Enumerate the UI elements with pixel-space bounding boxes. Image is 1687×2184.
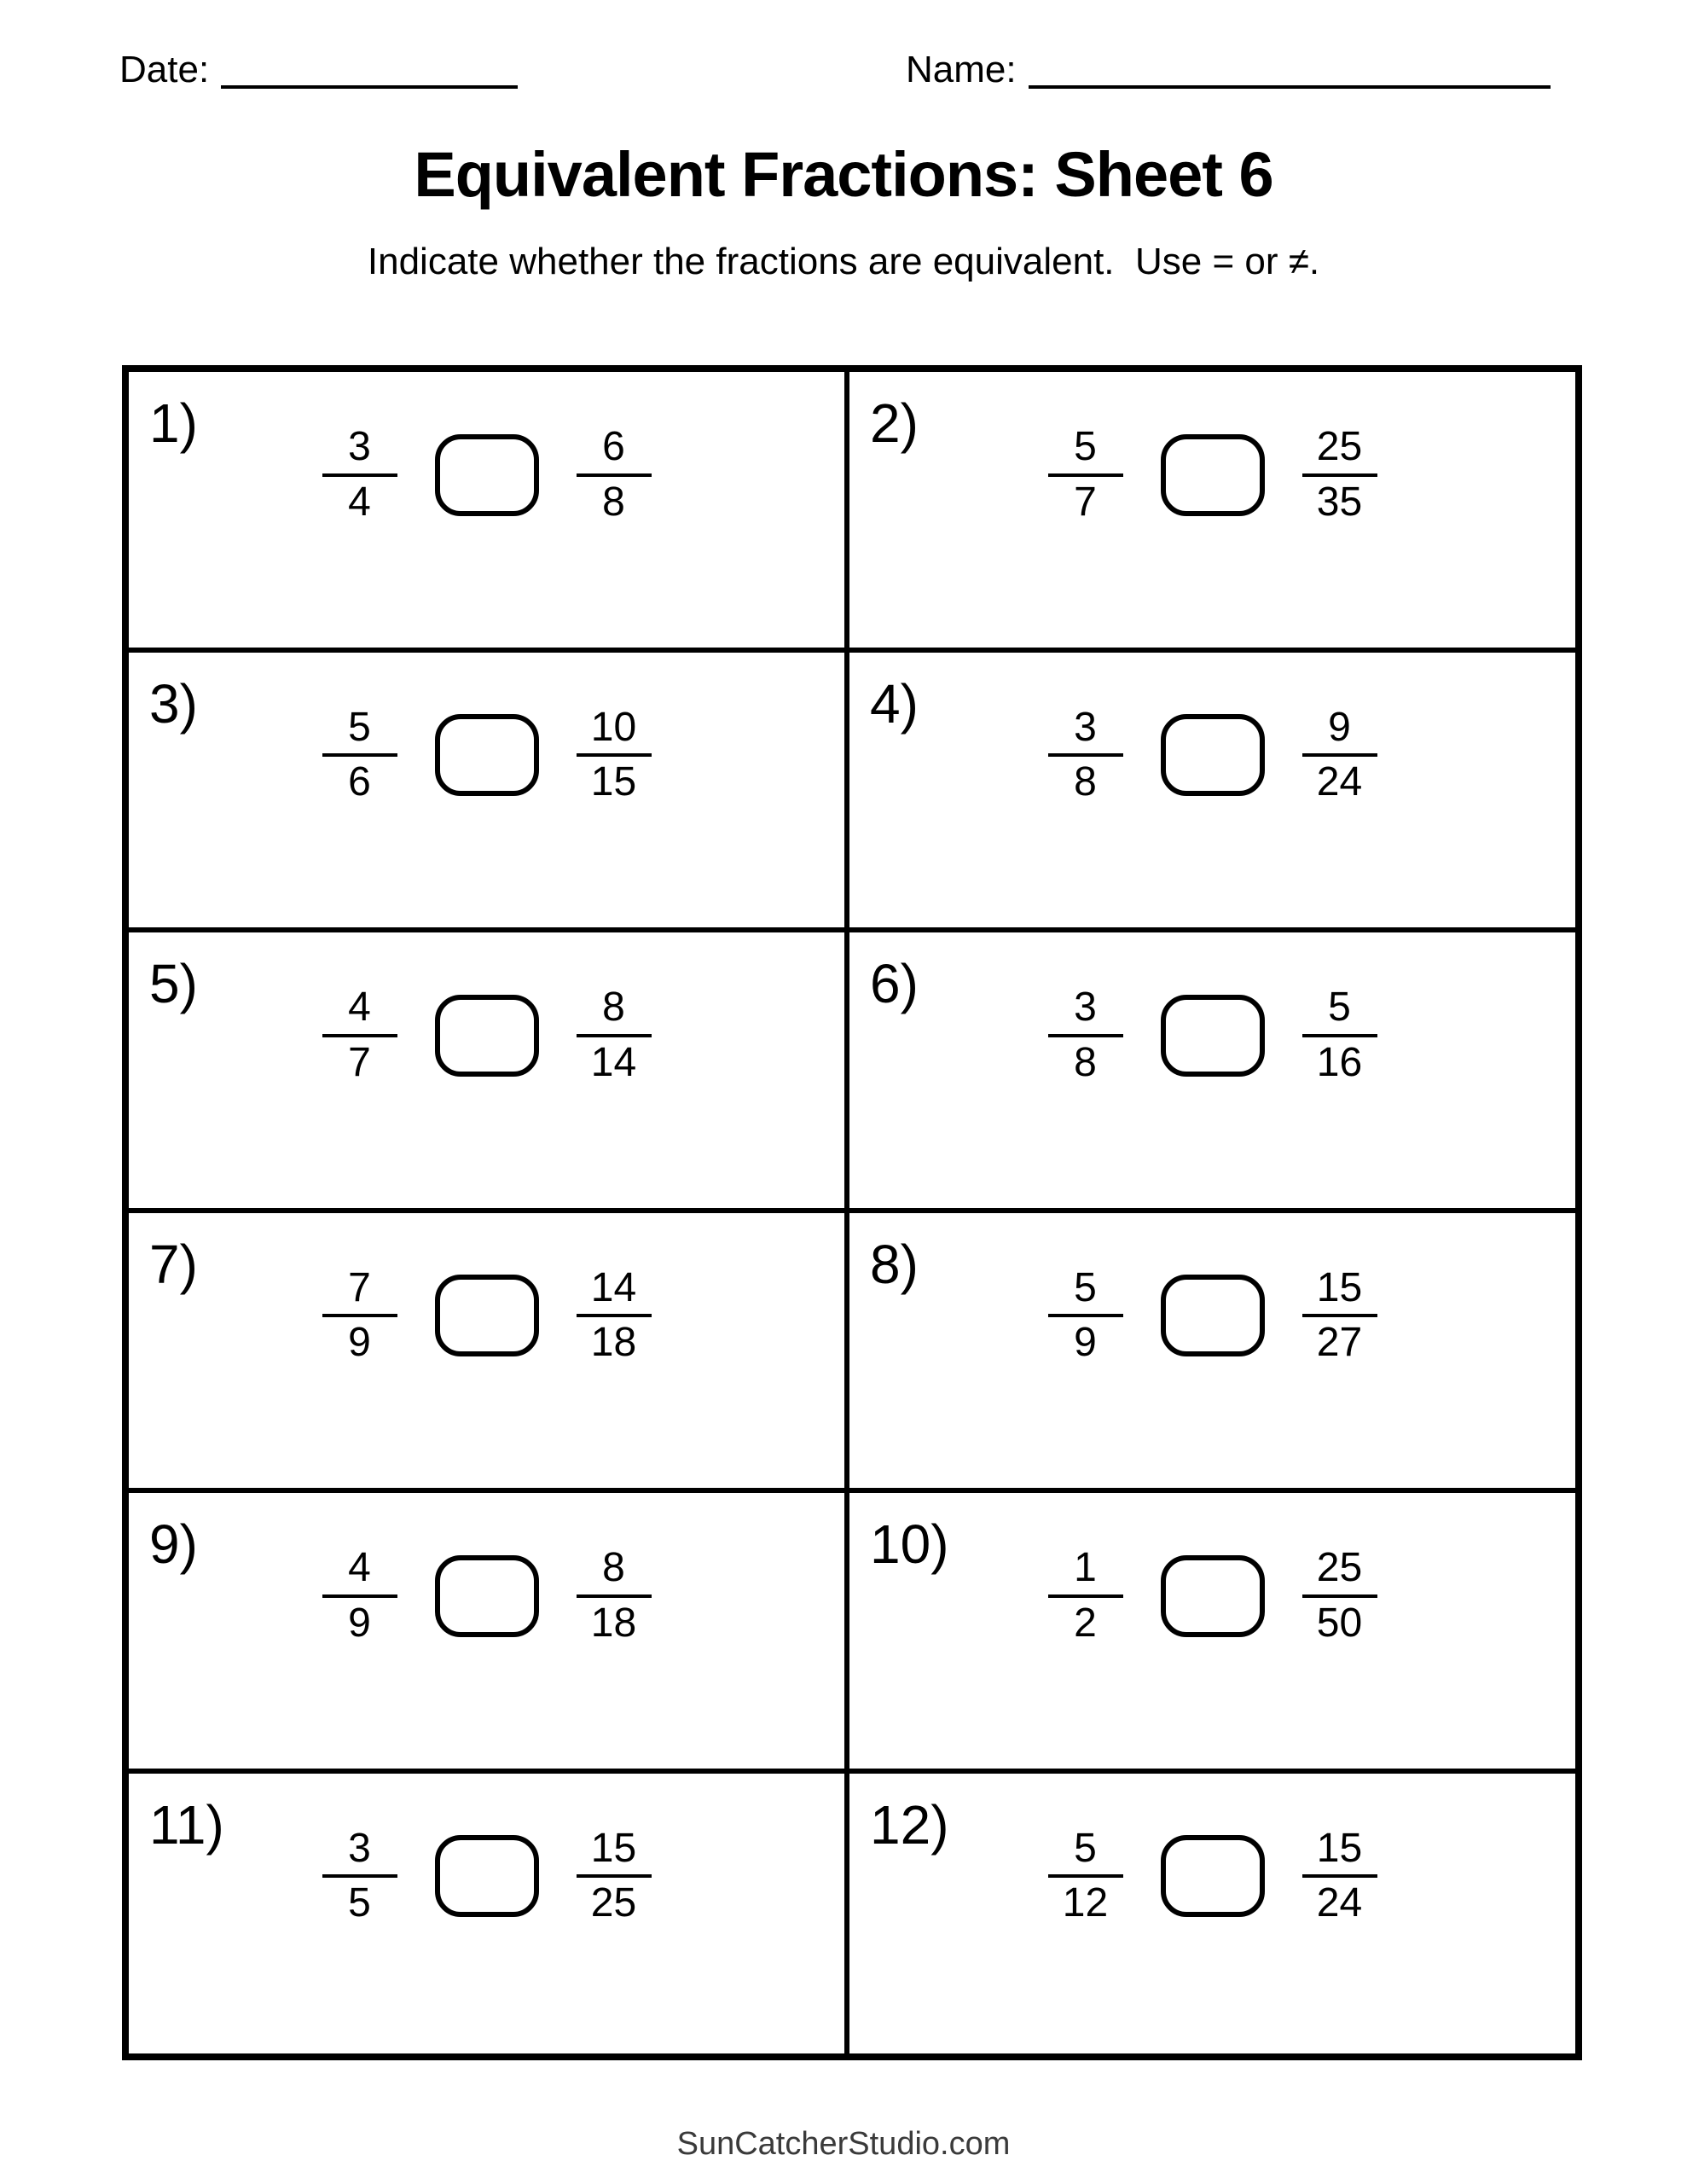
answer-box[interactable] — [1161, 714, 1265, 796]
fraction-bar — [577, 753, 652, 757]
right-fraction-denominator: 50 — [1316, 1600, 1363, 1646]
left-fraction-denominator: 9 — [348, 1320, 371, 1366]
date-label: Date: — [119, 49, 210, 90]
right-fraction-numerator: 5 — [1328, 985, 1351, 1030]
answer-box[interactable] — [435, 1275, 539, 1356]
problem-row — [849, 1545, 1575, 1646]
right-fraction-denominator: 18 — [590, 1600, 637, 1646]
problem-row — [849, 1825, 1575, 1926]
left-fraction — [322, 1545, 397, 1646]
right-fraction-denominator: 16 — [1316, 1039, 1363, 1085]
problem-cell-5 — [129, 932, 849, 1213]
left-fraction — [1048, 1545, 1123, 1646]
problem-number: 9) — [149, 1513, 198, 1575]
problem-row — [129, 1545, 844, 1646]
left-fraction-numerator: 5 — [1074, 424, 1097, 469]
date-field — [119, 51, 518, 89]
right-fraction — [577, 704, 652, 805]
right-fraction-denominator: 15 — [590, 759, 637, 805]
right-fraction-denominator: 35 — [1316, 479, 1363, 525]
left-fraction — [322, 1264, 397, 1366]
right-fraction — [577, 1825, 652, 1926]
right-fraction-denominator: 8 — [602, 479, 625, 525]
fraction-bar — [322, 1594, 397, 1598]
right-fraction-numerator: 9 — [1328, 704, 1351, 750]
right-fraction — [577, 1264, 652, 1366]
answer-box[interactable] — [435, 995, 539, 1077]
right-fraction-numerator: 6 — [602, 424, 625, 469]
answer-box[interactable] — [1161, 1275, 1265, 1356]
fraction-bar — [1048, 473, 1123, 477]
right-fraction — [1302, 704, 1377, 805]
left-fraction-denominator: 7 — [1074, 479, 1097, 525]
right-fraction-denominator: 25 — [590, 1880, 637, 1926]
problem-number: 1) — [149, 392, 198, 454]
problem-cell-3 — [129, 653, 849, 933]
right-fraction-numerator: 8 — [602, 1545, 625, 1590]
right-fraction-denominator: 27 — [1316, 1320, 1363, 1366]
left-fraction-numerator: 1 — [1074, 1545, 1097, 1590]
problem-cell-4 — [849, 653, 1575, 933]
left-fraction-denominator: 2 — [1074, 1600, 1097, 1646]
problem-cell-10 — [849, 1493, 1575, 1774]
fraction-bar — [322, 1874, 397, 1878]
fraction-bar — [1302, 1594, 1377, 1598]
problem-row — [849, 704, 1575, 805]
problem-cell-7 — [129, 1213, 849, 1494]
right-fraction-denominator: 14 — [590, 1039, 637, 1085]
left-fraction-numerator: 4 — [348, 1545, 371, 1590]
left-fraction-denominator: 12 — [1062, 1880, 1109, 1926]
right-fraction-numerator: 15 — [590, 1825, 637, 1871]
problem-row — [129, 1825, 844, 1926]
problem-number: 11) — [149, 1793, 224, 1856]
right-fraction — [577, 424, 652, 525]
problem-number: 4) — [870, 672, 919, 735]
right-fraction-numerator: 8 — [602, 985, 625, 1030]
fraction-bar — [577, 473, 652, 477]
right-fraction — [577, 987, 652, 1084]
right-fraction — [1302, 987, 1377, 1084]
left-fraction — [1048, 987, 1123, 1084]
right-fraction — [1302, 1264, 1377, 1366]
left-fraction — [1048, 1264, 1123, 1366]
left-fraction-numerator: 5 — [1074, 1825, 1097, 1871]
fraction-bar — [1302, 1874, 1377, 1878]
right-fraction — [1302, 1825, 1377, 1926]
left-fraction-numerator: 3 — [1074, 704, 1097, 750]
problem-number: 10) — [870, 1513, 949, 1575]
left-fraction-denominator: 9 — [1074, 1320, 1097, 1366]
left-fraction-numerator: 3 — [348, 1825, 371, 1871]
problem-number: 6) — [870, 953, 919, 1014]
name-write-line[interactable] — [1029, 80, 1551, 89]
answer-box[interactable] — [435, 1555, 539, 1637]
left-fraction — [322, 424, 397, 525]
right-fraction-denominator: 18 — [590, 1320, 637, 1366]
right-fraction — [577, 1545, 652, 1646]
right-fraction — [1302, 424, 1377, 525]
problem-number: 3) — [149, 672, 198, 735]
left-fraction-denominator: 9 — [348, 1600, 371, 1646]
left-fraction-denominator: 7 — [348, 1039, 371, 1085]
fraction-bar — [1048, 1874, 1123, 1878]
problem-row — [849, 424, 1575, 525]
answer-box[interactable] — [1161, 995, 1265, 1077]
left-fraction-denominator: 8 — [1074, 1039, 1097, 1085]
right-fraction-numerator: 14 — [590, 1264, 637, 1310]
fraction-bar — [1302, 473, 1377, 477]
fraction-bar — [1048, 1314, 1123, 1317]
right-fraction-numerator: 10 — [590, 704, 637, 750]
left-fraction — [1048, 704, 1123, 805]
problem-cell-12 — [849, 1774, 1575, 2054]
left-fraction-numerator: 3 — [348, 424, 371, 469]
fraction-bar — [577, 1034, 652, 1037]
fraction-bar — [577, 1314, 652, 1317]
page-title: Equivalent Fractions: Sheet 6 — [414, 139, 1273, 210]
problem-cell-8 — [849, 1213, 1575, 1494]
right-fraction-numerator: 15 — [1316, 1825, 1363, 1871]
left-fraction-numerator: 4 — [348, 985, 371, 1030]
problem-cell-6 — [849, 932, 1575, 1213]
left-fraction — [322, 987, 397, 1084]
right-fraction — [1302, 1545, 1377, 1646]
problem-number: 8) — [870, 1233, 919, 1295]
problem-row — [129, 704, 844, 805]
problem-row — [129, 1264, 844, 1366]
left-fraction-denominator: 8 — [1074, 759, 1097, 805]
fraction-bar — [1048, 1034, 1123, 1037]
problem-cell-2 — [849, 372, 1575, 653]
problem-row — [849, 1264, 1575, 1366]
left-fraction — [1048, 424, 1123, 525]
answer-box[interactable] — [435, 1835, 539, 1917]
problem-cell-1 — [129, 372, 849, 653]
fraction-bar — [322, 473, 397, 477]
answer-box[interactable] — [1161, 434, 1265, 516]
problem-row — [849, 987, 1575, 1084]
left-fraction-denominator: 5 — [348, 1880, 371, 1926]
problem-number: 2) — [870, 392, 919, 454]
date-write-line[interactable] — [221, 80, 518, 89]
left-fraction — [322, 1825, 397, 1926]
right-fraction-denominator: 24 — [1316, 1880, 1363, 1926]
fraction-bar — [1048, 1594, 1123, 1598]
fraction-bar — [577, 1594, 652, 1598]
fraction-bar — [577, 1874, 652, 1878]
problems-grid — [122, 365, 1582, 2060]
problem-cell-9 — [129, 1493, 849, 1774]
instructions-text: Indicate whether the fractions are equivalent. Use = or ≠. — [367, 241, 1320, 282]
left-fraction-denominator: 6 — [348, 759, 371, 805]
name-label: Name: — [906, 49, 1017, 90]
right-fraction-numerator: 15 — [1316, 1264, 1363, 1310]
fraction-bar — [1302, 1034, 1377, 1037]
fraction-bar — [322, 1034, 397, 1037]
problem-row — [129, 987, 844, 1084]
answer-box[interactable] — [1161, 1555, 1265, 1637]
left-fraction-numerator: 7 — [348, 1264, 371, 1310]
right-fraction-numerator: 25 — [1316, 1545, 1363, 1590]
problem-number: 12) — [870, 1793, 949, 1856]
fraction-bar — [322, 1314, 397, 1317]
problem-row — [129, 424, 844, 525]
left-fraction-numerator: 5 — [1074, 1264, 1097, 1310]
footer-site-text: SunCatcherStudio.com — [676, 2126, 1011, 2162]
fraction-bar — [322, 753, 397, 757]
answer-box[interactable] — [435, 434, 539, 516]
left-fraction — [1048, 1825, 1123, 1926]
problem-cell-11 — [129, 1774, 849, 2054]
left-fraction — [322, 704, 397, 805]
answer-box[interactable] — [435, 714, 539, 796]
right-fraction-denominator: 24 — [1316, 759, 1363, 805]
fraction-bar — [1302, 1314, 1377, 1317]
fraction-bar — [1048, 753, 1123, 757]
right-fraction-numerator: 25 — [1316, 424, 1363, 469]
left-fraction-numerator: 3 — [1074, 985, 1097, 1030]
name-field — [906, 51, 1551, 89]
problem-number: 7) — [149, 1233, 198, 1295]
fraction-bar — [1302, 753, 1377, 757]
answer-box[interactable] — [1161, 1835, 1265, 1917]
left-fraction-denominator: 4 — [348, 479, 371, 525]
problem-number: 5) — [149, 953, 198, 1014]
left-fraction-numerator: 5 — [348, 704, 371, 750]
